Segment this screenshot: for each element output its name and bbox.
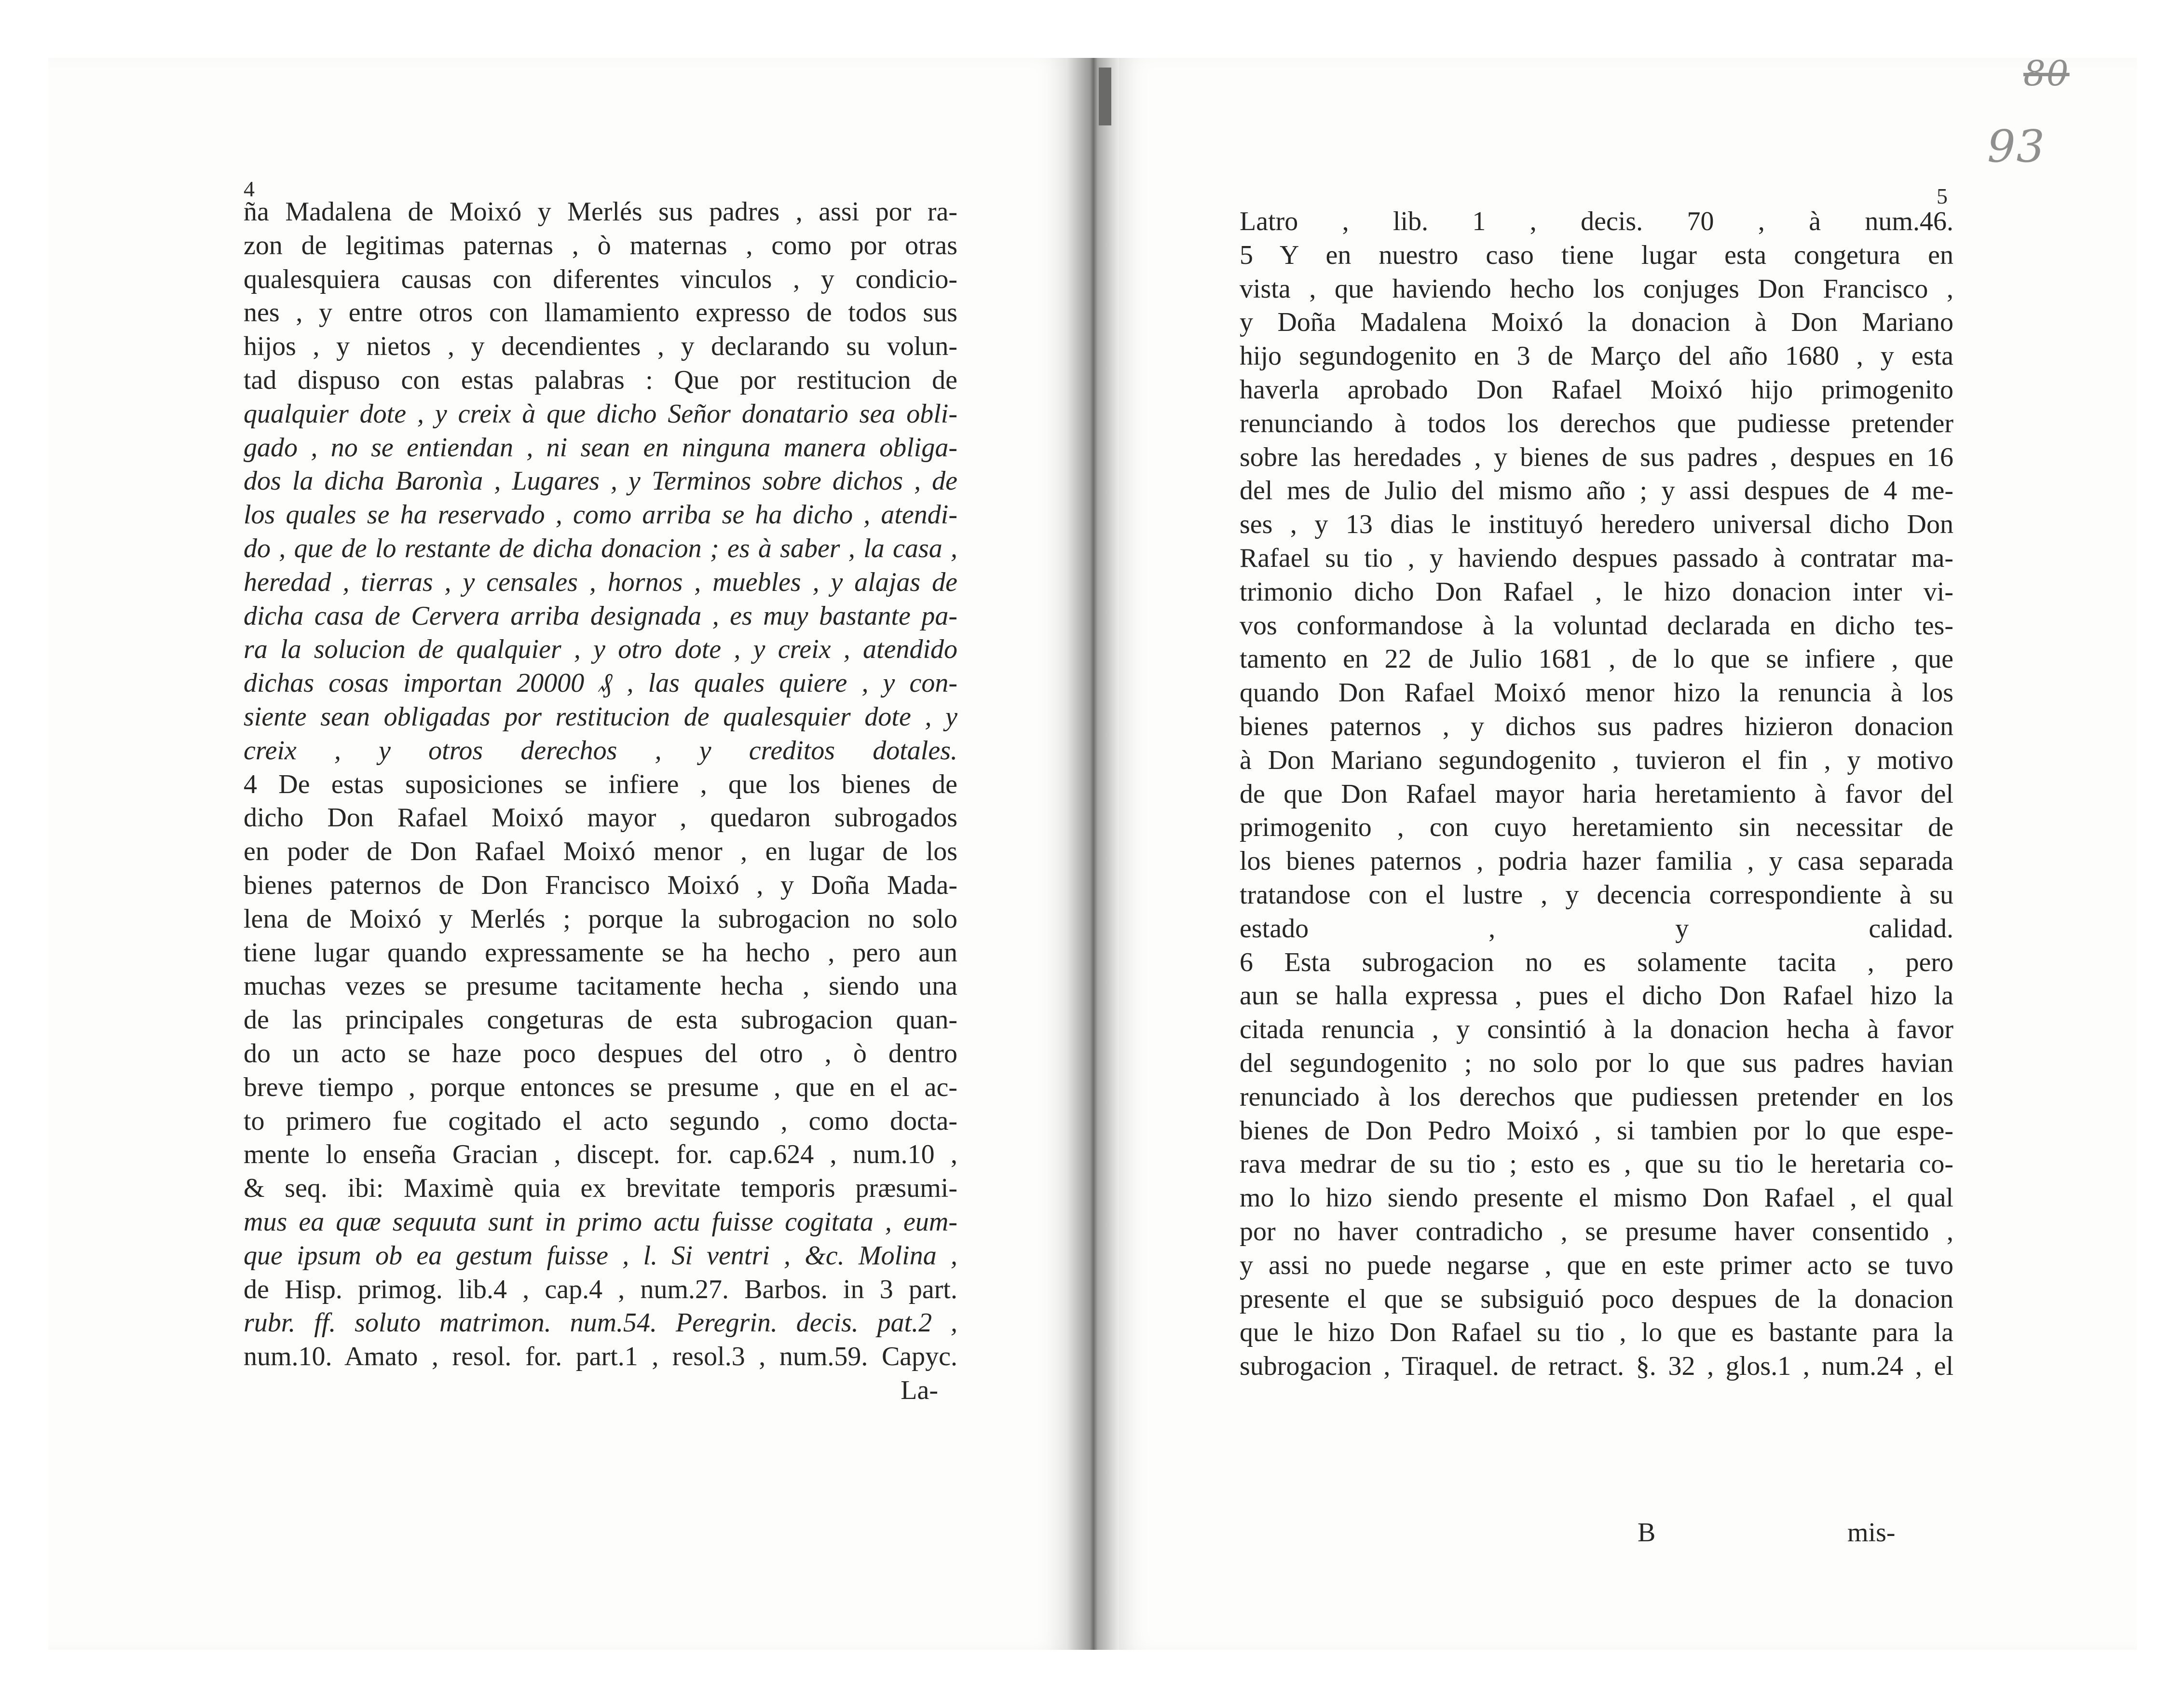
text-line: del segundogenito ; no solo por lo que sus padres havian [1240,1048,1953,1078]
text-line: sobre las heredades , y bienes de sus padres , despues en 16 [1240,442,1953,472]
text-line: muchas vezes se presume tacitamente hecha , siendo una [244,971,957,1001]
book-gutter [1066,58,1119,1650]
text-line: Latro , lib. 1 , decis. 70 , à num.46. [1240,206,1953,236]
text-line: quando Don Rafael Moixó menor hizo la renuncia à los [1240,678,1953,708]
right-page-number: 5 [1937,184,1948,208]
text-line: presente el que se subsiguió poco despues de la donacion [1240,1284,1953,1314]
text-line: tamento en 22 de Julio 1681 , de lo que se infiere , que [1240,644,1953,674]
text-line: bienes paternos de Don Francisco Moixó , y Doña Mada- [244,870,957,900]
text-line: hijos , y nietos , y decendientes , y declarando su volun- [244,331,957,362]
text-line: vista , que haviendo hecho los conjuges Don Francisco , [1240,274,1953,304]
text-line: aun se halla expressa , pues el dicho Don Rafael hizo la [1240,981,1953,1011]
text-line: lena de Moixó y Merlés ; porque la subrogacion no solo [244,904,957,934]
text-line: dos la dicha Baronìa , Lugares , y Terminos sobre dichos , de [244,466,957,496]
text-line: ses , y 13 dias le instituyó heredero universal dicho Don [1240,509,1953,540]
text-line: tad dispuso con estas palabras : Que por restitucion de [244,365,957,395]
text-line: Rafael su tio , y haviendo despues passado à contratar ma- [1240,543,1953,573]
text-line: vos conformandose à la voluntad declarada en dicho tes- [1240,610,1953,641]
right-text-block [1240,205,1953,1384]
text-line: à Don Mariano segundogenito , tuvieron el fin , y motivo [1240,745,1953,775]
text-line: & seq. ibi: Maximè quia ex brevitate temporis præsumi- [244,1173,957,1204]
text-line: tiene lugar quando expressamente se ha hecho , pero aun [244,937,957,968]
text-line: 4 De estas suposiciones se infiere , que los bienes de [244,769,957,799]
text-line: breve tiempo , porque entonces se presume , que en el ac- [244,1072,957,1102]
text-line: bienes de Don Pedro Moixó , si tambien por lo que espe- [1240,1115,1953,1146]
text-line: de las principales congeturas de esta subrogacion quan- [244,1005,957,1035]
text-line: qualesquiera causas con diferentes vinculos , y condicio- [244,264,957,294]
text-line: creix , y otros derechos , y creditos dotales. [244,735,957,766]
text-line: de Hisp. primog. lib.4 , cap.4 , num.27. Barbos. in 3 part. [244,1274,957,1304]
text-line: qualquier dote , y creix à que dicho Señor donatario sea obli- [244,398,957,429]
struck-folio-number: 80 [2023,53,2070,94]
left-page-number: 4 [244,177,255,201]
text-line: y Doña Madalena Moixó la donacion à Don Mariano [1240,307,1953,338]
text-line: rava medrar de su tio ; esto es , que su tio le heretaria co- [1240,1149,1953,1179]
text-line: do , que de lo restante de dicha donacion ; es à saber , la casa , [244,533,957,563]
text-line: 6 Esta subrogacion no es solamente tacita , pero [1240,947,1953,977]
text-line: mente lo enseña Gracian , discept. for. cap.624 , num.10 , [244,1139,957,1170]
text-line: siente sean obligadas por restitucion de qualesquier dote , y [244,701,957,732]
text-line: mus ea quæ sequuta sunt in primo actu fuisse cogitata , eum- [244,1206,957,1237]
text-line: del mes de Julio del mismo año ; y assi despues de 4 me- [1240,476,1953,506]
text-line: que ipsum ob ea gestum fuisse , l. Si ventri , &c. Molina , [244,1240,957,1271]
text-line: los bienes paternos , podria hazer familia , y casa separada [1240,846,1953,877]
text-line: subrogacion , Tiraquel. de retract. §. 32 , glos.1 , num.24 , el [1240,1351,1953,1382]
text-line: ña Madalena de Moixó y Merlés sus padres , assi por ra- [244,197,957,227]
text-line: citada renuncia , y consintió à la donacion hecha à favor [1240,1015,1953,1045]
text-line: nes , y entre otros con llamamiento expresso de todos sus [244,298,957,328]
handwritten-folio-number: 93 [1987,121,2046,172]
binding-strip [1099,68,1111,125]
text-line: bienes paternos , y dichos sus padres hizieron donacion [1240,711,1953,741]
left-text-block [244,195,957,1408]
text-line: hijo segundogenito en 3 de Março del año 1680 , y esta [1240,341,1953,371]
text-line: y assi no puede negarse , que en este primer acto se tuvo [1240,1250,1953,1280]
text-line: mo lo hizo siendo presente el mismo Don Rafael , el qual [1240,1183,1953,1213]
text-line: dicho Don Rafael Moixó mayor , quedaron subrogados [244,803,957,833]
text-line: de que Don Rafael mayor haria heretamiento à favor del [1240,779,1953,809]
text-line: 5 Y en nuestro caso tiene lugar esta congetura en [1240,240,1953,270]
catchword: mis- [1847,1518,1896,1548]
text-line: gado , no se entiendan , ni sean en ninguna manera obliga- [244,432,957,463]
catchword: La- [901,1375,938,1405]
text-line: los quales se ha reservado , como arriba se ha dicho , atendi- [244,500,957,530]
text-line: dicha casa de Cervera arriba designada , es muy bastante pa- [244,601,957,631]
text-line: tratandose con el lustre , y decencia correspondiente à su [1240,879,1953,910]
text-line: haverla aprobado Don Rafael Moixó hijo primogenito [1240,374,1953,405]
text-line: zon de legitimas paternas , ò maternas , como por otras [244,230,957,260]
text-line: heredad , tierras , y censales , hornos , muebles , y alajas de [244,567,957,597]
text-line: do un acto se haze poco despues del otro , ò dentro [244,1038,957,1069]
signature-mark: B [1638,1518,1656,1548]
text-line: ra la solucion de qualquier , y otro dote , y creix , atendido [244,634,957,665]
text-line: primogenito , con cuyo heretamiento sin necessitar de [1240,812,1953,843]
text-line: en poder de Don Rafael Moixó menor , en lugar de los [244,836,957,867]
text-line: renunciado à los derechos que pudiessen pretender en los [1240,1082,1953,1112]
text-line: dichas cosas importan 20000 ₰ , las quales quiere , y con- [244,668,957,699]
text-line: to primero fue cogitado el acto segundo , como docta- [244,1106,957,1136]
text-line: que le hizo Don Rafael su tio , lo que es bastante para la [1240,1317,1953,1348]
text-line: estado , y calidad. [1240,913,1953,944]
text-line: trimonio dicho Don Rafael , le hizo donacion inter vi- [1240,576,1953,607]
text-line: num.10. Amato , resol. for. part.1 , resol.3 , num.59. Capyc. [244,1342,957,1372]
text-line: por no haver contradicho , se presume haver consentido , [1240,1216,1953,1247]
text-line: rubr. ff. soluto matrimon. num.54. Peregrin. decis. pat.2 , [244,1308,957,1338]
text-line: renunciando à todos los derechos que pudiesse pretender [1240,408,1953,439]
